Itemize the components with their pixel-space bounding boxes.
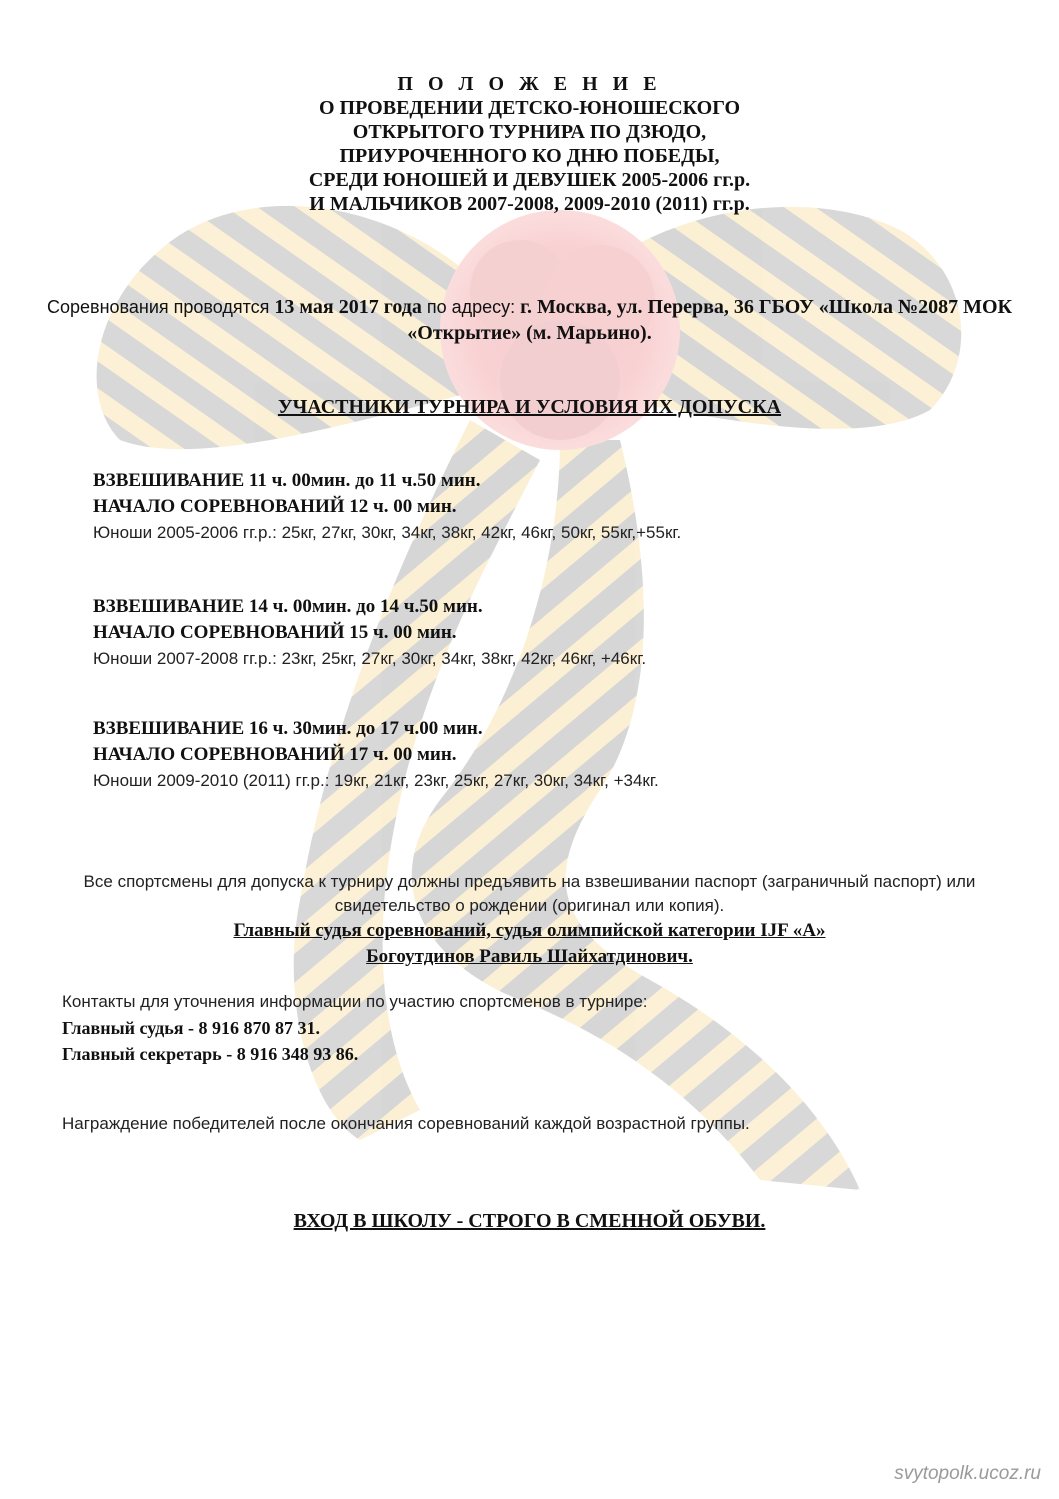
start-time: НАЧАЛО СОРЕВНОВАНИЙ 17 ч. 00 мин.: [93, 744, 457, 765]
session-block: [93, 594, 993, 672]
title-line: ПРИУРОЧЕННОГО КО ДНЮ ПОБЕДЫ,: [339, 145, 720, 167]
venue-prefix: Соревнования проводятся: [46, 297, 275, 317]
contacts-block: [62, 989, 962, 1067]
contacts-intro: Контакты для уточнения информации по участию спортсменов в турнире:: [62, 992, 648, 1011]
chief-judge: [100, 918, 959, 970]
document-title: [200, 72, 859, 216]
title-line: П О Л О Ж Е Н И Е: [397, 73, 662, 95]
start-time: НАЧАЛО СОРЕВНОВАНИЙ 15 ч. 00 мин.: [93, 622, 457, 643]
chief-judge-title: Главный судья соревнований, судья олимпийской категории IJF «А»: [233, 920, 826, 941]
secretary-phone: Главный секретарь - 8 916 348 93 86.: [62, 1044, 359, 1064]
event-address: г. Москва, ул. Перерва, 36 ГБОУ «Школа №2087 МОК «Открытие» (м. Марьино).: [407, 296, 1013, 344]
judge-phone: Главный судья - 8 916 870 87 31.: [62, 1018, 321, 1038]
weighing-time: ВЗВЕШИВАНИЕ 14 ч. 00мин. до 14 ч.50 мин.: [93, 596, 483, 617]
venue-paragraph: [40, 294, 1019, 346]
entry-notice: ВХОД В ШКОЛУ - СТРОГО В СМЕННОЙ ОБУВИ.: [293, 1210, 766, 1232]
session-block: [93, 468, 993, 546]
weighing-time: ВЗВЕШИВАНИЕ 11 ч. 00мин. до 11 ч.50 мин.: [93, 470, 481, 491]
title-line: И МАЛЬЧИКОВ 2007-2008, 2009-2010 (2011) гг.р.: [309, 193, 750, 215]
title-line: ОТКРЫТОГО ТУРНИРА ПО ДЗЮДО,: [352, 121, 707, 143]
venue-middle: по адресу:: [421, 297, 521, 317]
weight-categories: Юноши 2009-2010 (2011) гг.р.: 19кг, 21кг, 23кг, 25кг, 27кг, 30кг, 34кг, +34кг.: [93, 771, 659, 790]
chief-judge-name: Богоутдинов Равиль Шайхатдинович.: [366, 946, 693, 967]
weighing-time: ВЗВЕШИВАНИЕ 16 ч. 30мин. до 17 ч.00 мин.: [93, 718, 483, 739]
session-block: [93, 716, 993, 794]
watermark: svytopolk.ucoz.ru: [894, 1463, 1041, 1484]
event-date: 13 мая 2017 года: [274, 296, 422, 318]
weight-categories: Юноши 2007-2008 гг.р.: 23кг, 25кг, 27кг, 30кг, 34кг, 38кг, 42кг, 46кг, +46кг.: [93, 649, 647, 668]
admission-requirements: Все спортсмены для допуска к турниру должны предъявить на взвешивании паспорт (заграничный паспорт) или свидетельство о рождении (оригинал или копия).: [83, 872, 976, 915]
start-time: НАЧАЛО СОРЕВНОВАНИЙ 12 ч. 00 мин.: [93, 496, 457, 517]
weight-categories: Юноши 2005-2006 гг.р.: 25кг, 27кг, 30кг, 34кг, 38кг, 42кг, 46кг, 50кг, 55кг,+55кг.: [93, 523, 682, 542]
title-line: О ПРОВЕДЕНИИ ДЕТСКО-ЮНОШЕСКОГО: [318, 97, 741, 119]
participants-heading: УЧАСТНИКИ ТУРНИРА И УСЛОВИЯ ИХ ДОПУСКА: [277, 396, 782, 418]
title-line: СРЕДИ ЮНОШЕЙ И ДЕВУШЕК 2005-2006 гг.р.: [308, 169, 751, 191]
award-note: Награждение победителей после окончания соревнований каждой возрастной группы.: [62, 1114, 750, 1133]
